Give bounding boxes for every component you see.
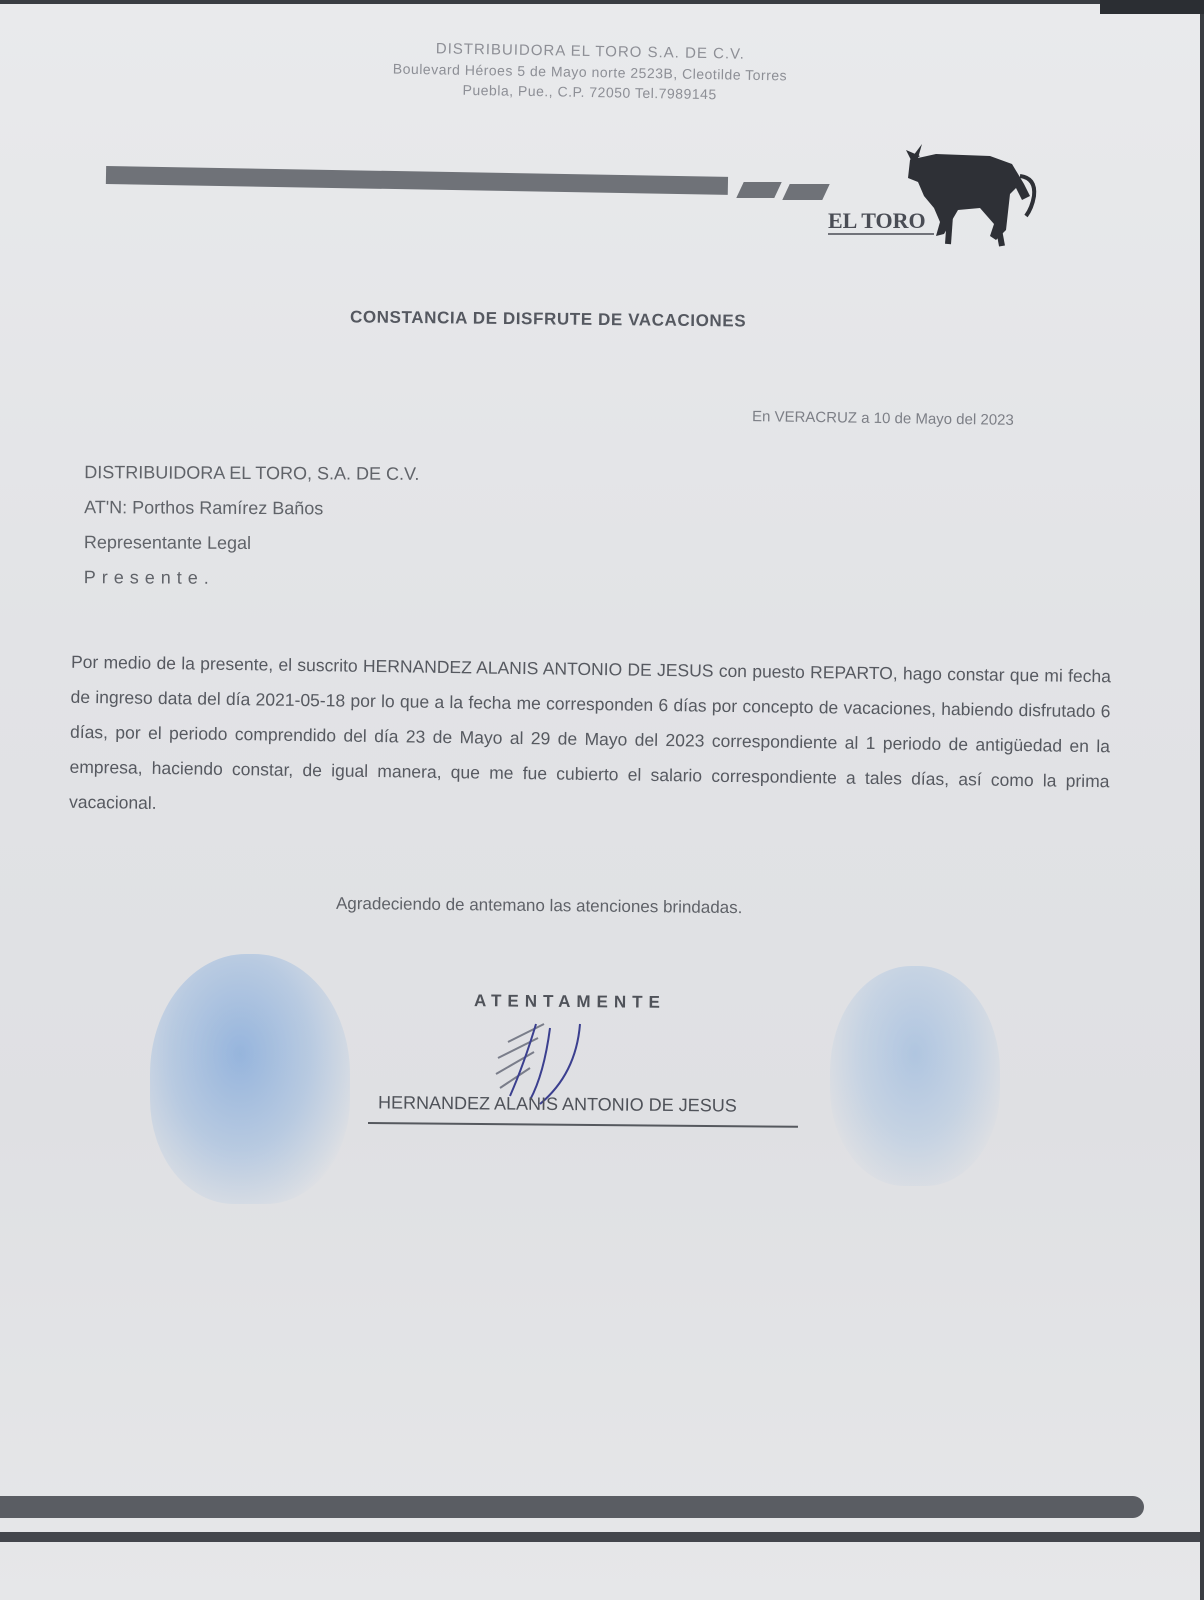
footer-bar-thin: [0, 1532, 1200, 1542]
background-edge: [1100, 0, 1204, 14]
bull-logo-icon: [828, 136, 1060, 254]
company-address-line1: Boulevard Héroes 5 de Mayo norte 2523B, Cleotilde Torres: [392, 60, 788, 84]
recipient-company: DISTRIBUIDORA EL TORO, S.A. DE C.V.: [84, 462, 420, 484]
document-title: CONSTANCIA DE DISFRUTE DE VACACIONES: [349, 307, 747, 331]
company-address-line2: Puebla, Pue., C.P. 72050 Tel.7989145: [462, 81, 717, 103]
document-page: [0, 4, 1200, 1600]
date-line: En VERACRUZ a 10 de Mayo del 2023: [751, 408, 1014, 429]
letterhead: [320, 37, 861, 106]
company-name: DISTRIBUIDORA EL TORO S.A. DE C.V.: [435, 40, 746, 63]
recipient-attn: AT'N: Porthos Ramírez Baños: [84, 497, 324, 519]
recipient-greeting: Presente.: [83, 567, 215, 588]
body-paragraph: Por medio de la presente, el suscrito HERNANDEZ ALANIS ANTONIO DE JESUS con puesto REPARTO, hago constar que mi fecha de ingreso data del día 2021-05-18 por lo que a la fecha me corresponden 6 días por concepto de vacaciones, habiendo disfrutado 6 días, por el periodo comprendido del día 23 de Mayo al 29 de Mayo del 2023 correspondiente al 1 periodo de antigüedad en la empresa, haciendo constar, de igual manera, que me fue cubierto el salario correspondiente a tales días, así como la prima vacacional.: [68, 651, 1112, 813]
recipient-role: Representante Legal: [83, 532, 252, 553]
thumbprint-left: [150, 954, 350, 1204]
closing-line: Agradeciendo de antemano las atenciones brindadas.: [335, 893, 743, 918]
header-bar: [106, 166, 728, 195]
header-bar-accent: [782, 184, 829, 200]
sign-off: ATENTAMENTE: [473, 991, 667, 1012]
thumbprint-right: [830, 966, 1000, 1186]
header-bar-accent: [736, 182, 781, 198]
signer-name: HERNANDEZ ALANIS ANTONIO DE JESUS: [377, 1092, 737, 1116]
logo-text: EL TORO: [828, 208, 926, 233]
recipient-block: [84, 455, 420, 597]
signature-line: [368, 1122, 798, 1128]
footer-bar: [0, 1496, 1144, 1518]
